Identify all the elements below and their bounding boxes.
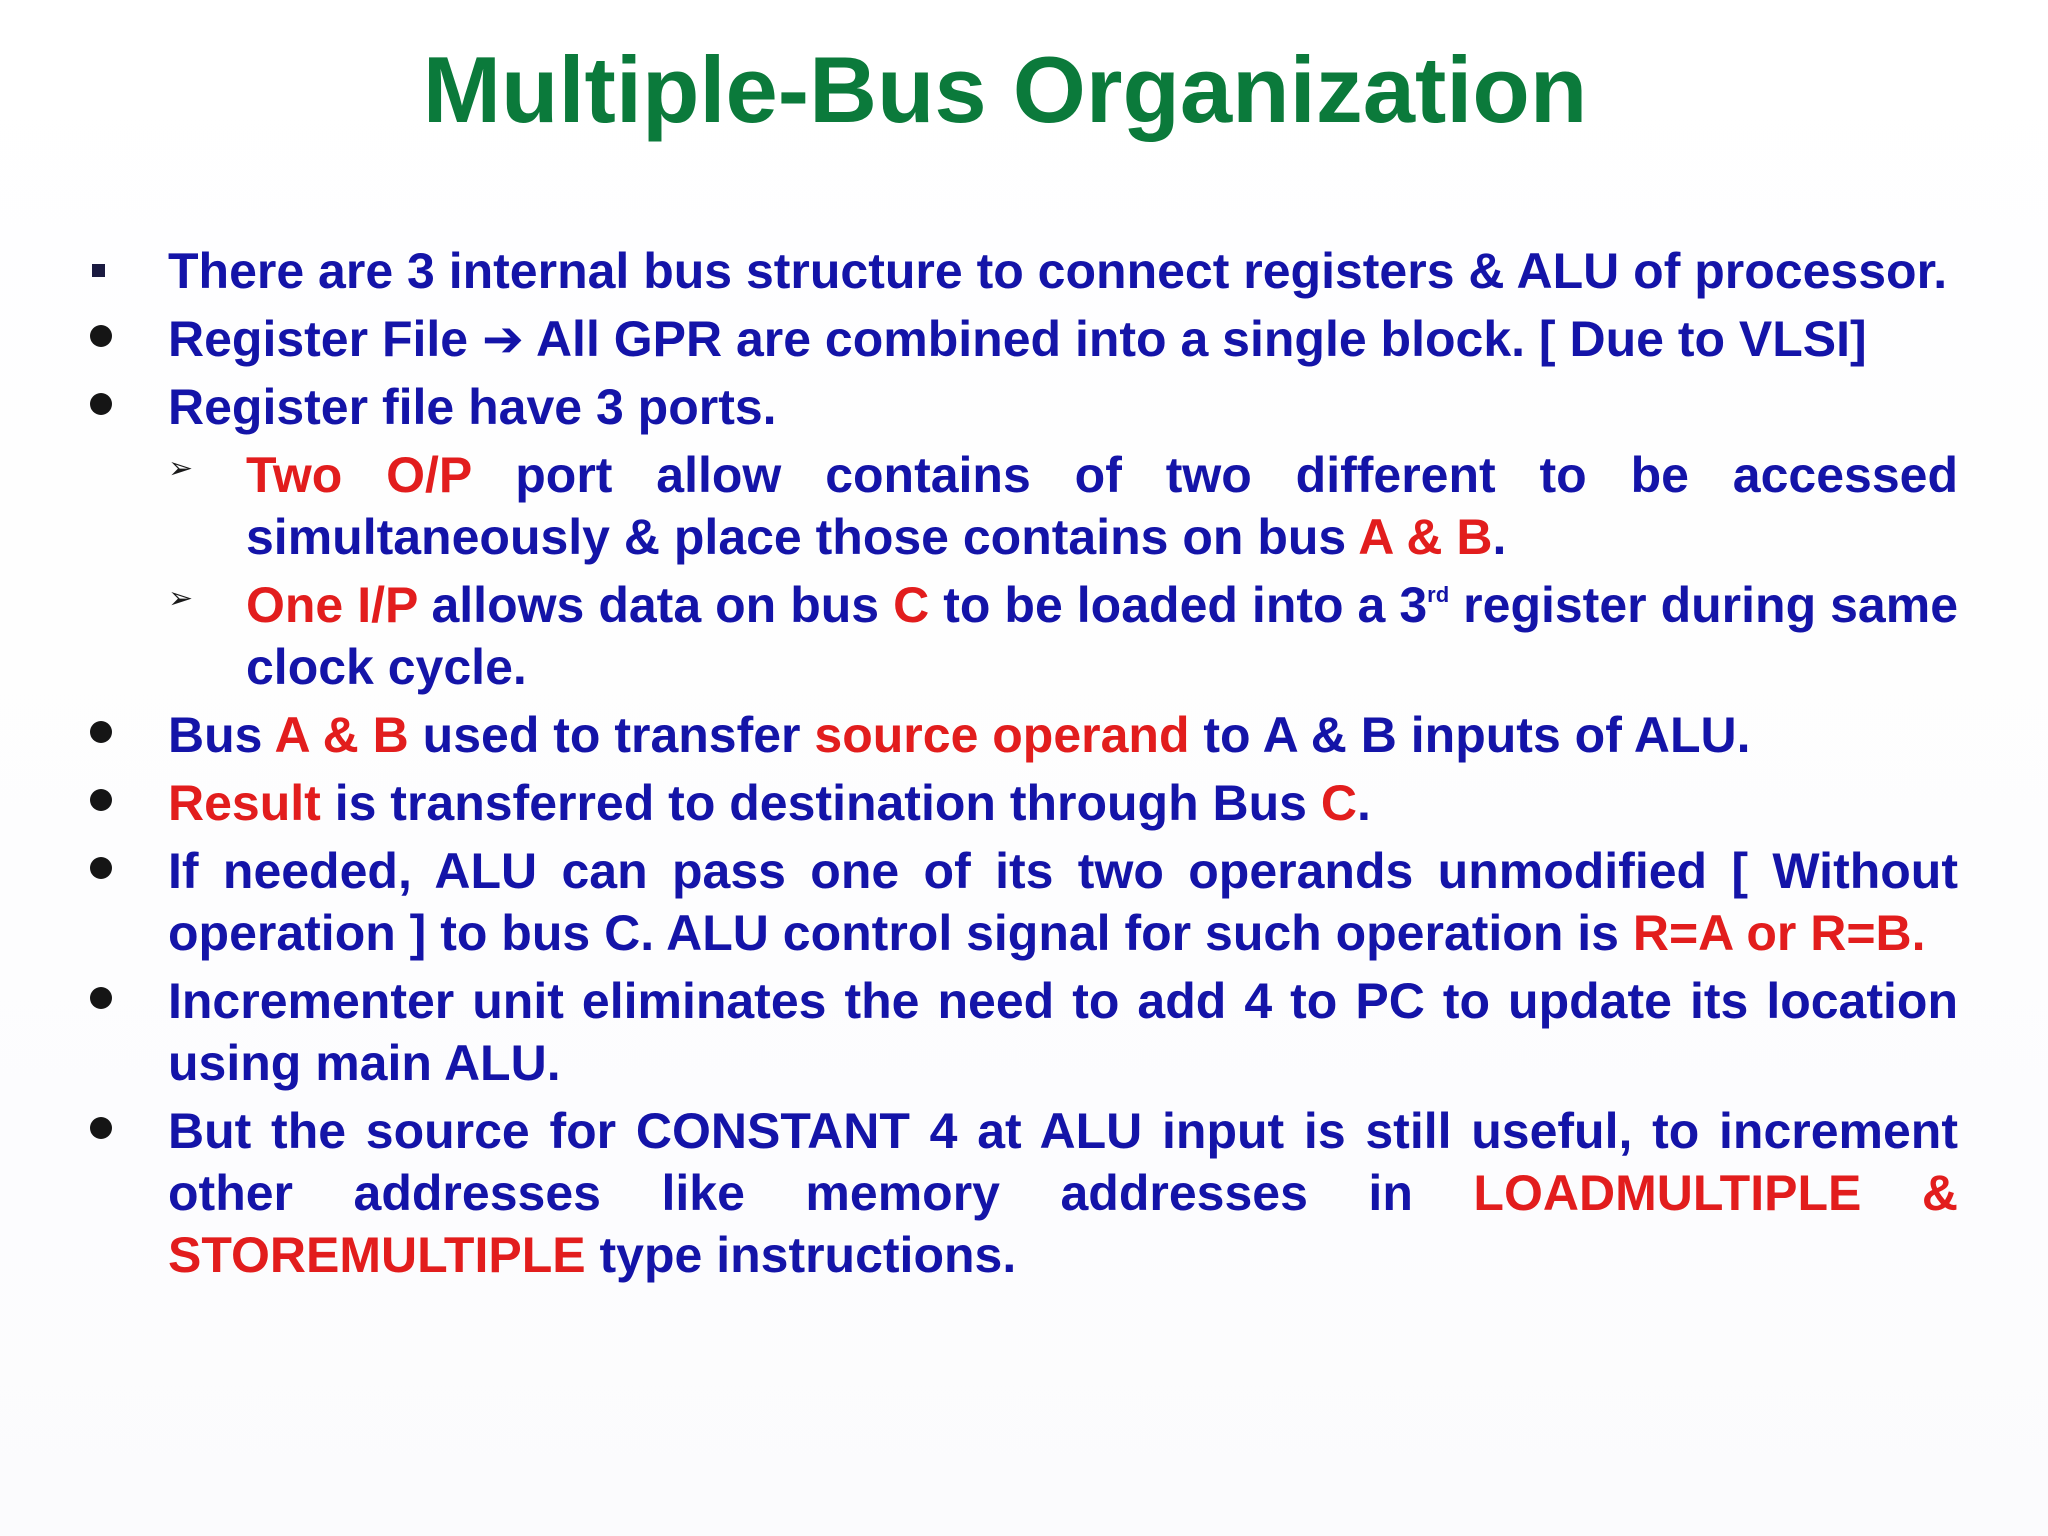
bullet-text: . (1492, 509, 1507, 565)
highlighted-text: Two O/P (246, 447, 472, 503)
highlighted-text: A & B (274, 707, 409, 763)
highlighted-text: Result (168, 775, 321, 831)
slide-title: Multiple-Bus Organization (422, 37, 1588, 142)
bullet-text: If needed, ALU can pass one of its two operands unmodified [ Without operation ] to bus C. ALU control signal for such operation is (168, 843, 1958, 961)
bullet-text: used to transfer (408, 707, 815, 763)
bullet-text: allows data on bus (417, 577, 894, 633)
bullet-item (90, 704, 1958, 766)
bullet-text: All GPR are combined into a single block. [ Due to VLSI] (523, 311, 1867, 367)
highlighted-text: C (893, 577, 930, 633)
bullet-text: . (1357, 775, 1371, 831)
arrow-bullet-icon: ➢ (168, 452, 194, 485)
square-bullet-icon (92, 264, 105, 277)
bullet-item (90, 240, 1958, 302)
bullet-item (90, 376, 1958, 438)
round-bullet-icon (90, 393, 112, 415)
round-bullet-icon (90, 1117, 112, 1139)
round-bullet-icon (90, 789, 112, 811)
bullet-text: Incrementer unit eliminates the need to add 4 to PC to update its location using main ALU. (168, 973, 1958, 1091)
bullet-item (90, 970, 1958, 1094)
bullet-text: to A & B inputs of ALU. (1189, 707, 1751, 763)
round-bullet-icon (90, 987, 112, 1009)
highlighted-text: A & B (1358, 509, 1493, 565)
bullet-text: There are 3 internal bus structure to connect registers & ALU of processor. (168, 243, 1948, 299)
bullet-text: to be loaded into a 3 (929, 577, 1428, 633)
highlighted-text: source operand (814, 707, 1190, 763)
round-bullet-icon (90, 325, 112, 347)
bullet-item (90, 772, 1958, 834)
highlighted-text: One I/P (246, 577, 418, 633)
sub-bullet-item (90, 444, 1958, 568)
bullet-item (90, 840, 1958, 964)
bullet-item (90, 1100, 1958, 1286)
highlighted-text: LOADMULTIPLE & STOREMULTIPLE (168, 1165, 1958, 1283)
bullet-text: Register file have 3 ports. (168, 379, 777, 435)
arrow-bullet-icon: ➢ (168, 582, 194, 615)
highlighted-text: C (1320, 775, 1357, 831)
sub-bullet-item (90, 574, 1958, 698)
bullet-text: register during same clock cycle. (246, 577, 1959, 695)
bullet-text: type instructions. (585, 1227, 1017, 1283)
bullet-text: But the source for CONSTANT 4 at ALU input is still useful, to increment other addresses like memory addresses in (168, 1103, 1958, 1221)
bullet-text: Register File (168, 311, 482, 367)
bullet-item (90, 308, 1958, 370)
bullet-text: ➔ (482, 311, 524, 367)
highlighted-text: R=A or R=B. (1632, 905, 1926, 961)
bullet-text: is transferred to destination through Bus (320, 775, 1321, 831)
round-bullet-icon (90, 857, 112, 879)
bullet-text: Bus (168, 707, 275, 763)
bullet-text: port allow contains of two different to be accessed simultaneously & place those contains on bus (246, 447, 1958, 565)
bullet-text: rd (1427, 582, 1450, 607)
round-bullet-icon (90, 721, 112, 743)
slide-body (90, 240, 1958, 1292)
